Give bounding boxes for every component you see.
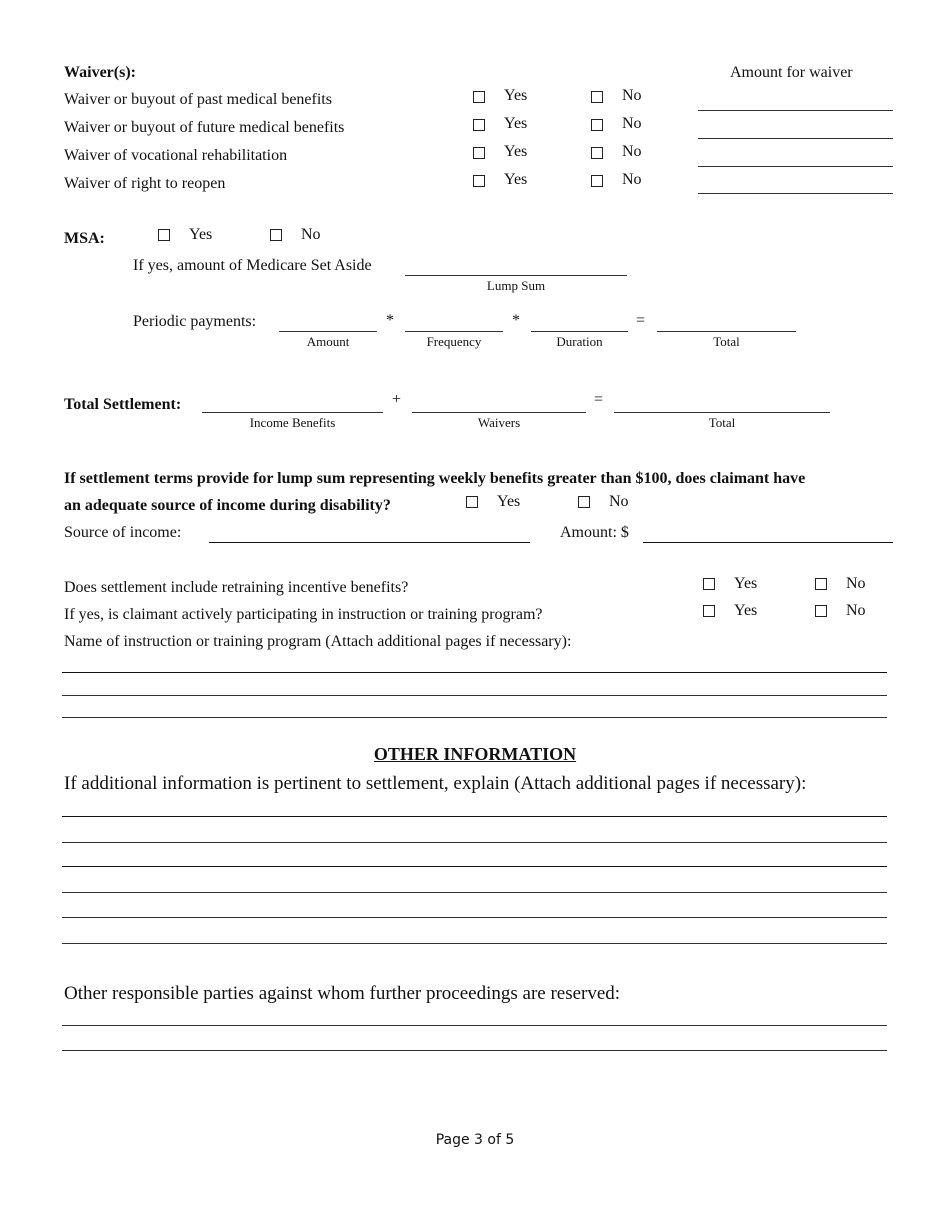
additional-info-line[interactable] — [62, 866, 887, 867]
income-amount-field[interactable] — [643, 542, 893, 543]
msa-yes-label: Yes — [189, 226, 213, 243]
settlement-total-caption: Total — [708, 415, 736, 430]
waiver-future-medical-no-checkbox[interactable] — [591, 119, 603, 131]
waiver-vocational-no-label: No — [622, 143, 642, 160]
waiver-reopen-no-checkbox[interactable] — [591, 175, 603, 187]
income-question-line1: If settlement terms provide for lump sum representing weekly benefits greater than $100, does claimant have — [64, 470, 806, 487]
waiver-future-medical-amount-field[interactable] — [698, 138, 893, 139]
waiver-future-medical-yes-checkbox[interactable] — [473, 119, 485, 131]
source-of-income-label: Source of income: — [64, 524, 182, 541]
equals-operator: = — [594, 391, 604, 408]
responsible-parties-prompt: Other responsible parties against whom further proceedings are reserved: — [64, 983, 621, 1004]
lump-sum-caption: Lump Sum — [486, 278, 546, 293]
income-adequate-yes-checkbox[interactable] — [466, 496, 478, 508]
participating-no-label: No — [846, 602, 866, 619]
additional-info-line[interactable] — [62, 943, 887, 944]
additional-info-line[interactable] — [62, 892, 887, 893]
participating-question: If yes, is claimant actively participating in instruction or training program? — [64, 606, 543, 623]
periodic-frequency-field[interactable] — [405, 331, 503, 332]
msa-yes-checkbox[interactable] — [158, 229, 170, 241]
waivers-total-field[interactable] — [412, 412, 586, 413]
waiver-future-medical-yes-label: Yes — [504, 115, 528, 132]
page-number: Page 3 of 5 — [435, 1132, 515, 1148]
msa-no-checkbox[interactable] — [270, 229, 282, 241]
income-benefits-caption: Income Benefits — [249, 415, 336, 430]
waiver-past-medical-amount-field[interactable] — [698, 110, 893, 111]
waiver-reopen-yes-checkbox[interactable] — [473, 175, 485, 187]
training-program-line[interactable] — [62, 695, 887, 696]
responsible-parties-line[interactable] — [62, 1050, 887, 1051]
total-caption: Total — [713, 334, 740, 349]
waiver-vocational-amount-field[interactable] — [698, 166, 893, 167]
periodic-duration-field[interactable] — [531, 331, 628, 332]
msa-no-label: No — [301, 226, 321, 243]
periodic-total-field[interactable] — [657, 331, 796, 332]
participating-yes-label: Yes — [734, 602, 758, 619]
frequency-caption: Frequency — [426, 334, 482, 349]
participating-yes-checkbox[interactable] — [703, 605, 715, 617]
additional-info-prompt: If additional information is pertinent to settlement, explain (Attach additional pages if necessary): — [64, 773, 807, 794]
waivers-heading: Waiver(s): — [64, 64, 136, 81]
retraining-no-label: No — [846, 575, 866, 592]
training-program-line[interactable] — [62, 672, 887, 673]
waiver-reopen-no-label: No — [622, 171, 642, 188]
waiver-vocational-no-checkbox[interactable] — [591, 147, 603, 159]
waiver-past-medical-label: Waiver or buyout of past medical benefits — [64, 91, 332, 108]
multiply-operator: * — [512, 312, 520, 329]
duration-caption: Duration — [556, 334, 603, 349]
waiver-past-medical-yes-checkbox[interactable] — [473, 91, 485, 103]
msa-lump-sum-field[interactable] — [405, 275, 627, 276]
waiver-future-medical-label: Waiver or buyout of future medical benefits — [64, 119, 345, 136]
retraining-no-checkbox[interactable] — [815, 578, 827, 590]
additional-info-line[interactable] — [62, 816, 887, 817]
retraining-question: Does settlement include retraining incentive benefits? — [64, 579, 409, 596]
other-information-heading: OTHER INFORMATION — [373, 744, 577, 764]
training-program-prompt: Name of instruction or training program (Attach additional pages if necessary): — [64, 633, 572, 650]
retraining-yes-label: Yes — [734, 575, 758, 592]
multiply-operator: * — [386, 312, 394, 329]
income-adequate-yes-label: Yes — [497, 493, 521, 510]
waiver-past-medical-no-label: No — [622, 87, 642, 104]
responsible-parties-line[interactable] — [62, 1025, 887, 1026]
equals-operator: = — [636, 312, 646, 329]
waiver-reopen-amount-field[interactable] — [698, 193, 893, 194]
participating-no-checkbox[interactable] — [815, 605, 827, 617]
retraining-yes-checkbox[interactable] — [703, 578, 715, 590]
amount-for-waiver-heading: Amount for waiver — [730, 64, 853, 81]
settlement-total-field[interactable] — [614, 412, 830, 413]
training-program-line[interactable] — [62, 717, 887, 718]
amount-caption: Amount — [306, 334, 350, 349]
additional-info-line[interactable] — [62, 917, 887, 918]
income-question-line2: an adequate source of income during disability? — [64, 497, 391, 514]
waiver-vocational-yes-label: Yes — [504, 143, 528, 160]
waivers-caption: Waivers — [477, 415, 521, 430]
income-benefits-field[interactable] — [202, 412, 383, 413]
total-settlement-label: Total Settlement: — [64, 396, 182, 413]
income-adequate-no-checkbox[interactable] — [578, 496, 590, 508]
periodic-amount-field[interactable] — [279, 331, 377, 332]
income-amount-label: Amount: $ — [560, 524, 629, 541]
waiver-past-medical-no-checkbox[interactable] — [591, 91, 603, 103]
plus-operator: + — [392, 391, 402, 408]
waiver-vocational-yes-checkbox[interactable] — [473, 147, 485, 159]
periodic-payments-label: Periodic payments: — [133, 313, 257, 330]
waiver-reopen-label: Waiver of right to reopen — [64, 175, 226, 192]
source-of-income-field[interactable] — [209, 542, 530, 543]
income-adequate-no-label: No — [609, 493, 629, 510]
waiver-reopen-yes-label: Yes — [504, 171, 528, 188]
waiver-vocational-label: Waiver of vocational rehabilitation — [64, 147, 288, 164]
waiver-future-medical-no-label: No — [622, 115, 642, 132]
additional-info-line[interactable] — [62, 842, 887, 843]
msa-if-yes-label: If yes, amount of Medicare Set Aside — [133, 257, 372, 274]
waiver-past-medical-yes-label: Yes — [504, 87, 528, 104]
msa-label: MSA: — [64, 230, 105, 247]
